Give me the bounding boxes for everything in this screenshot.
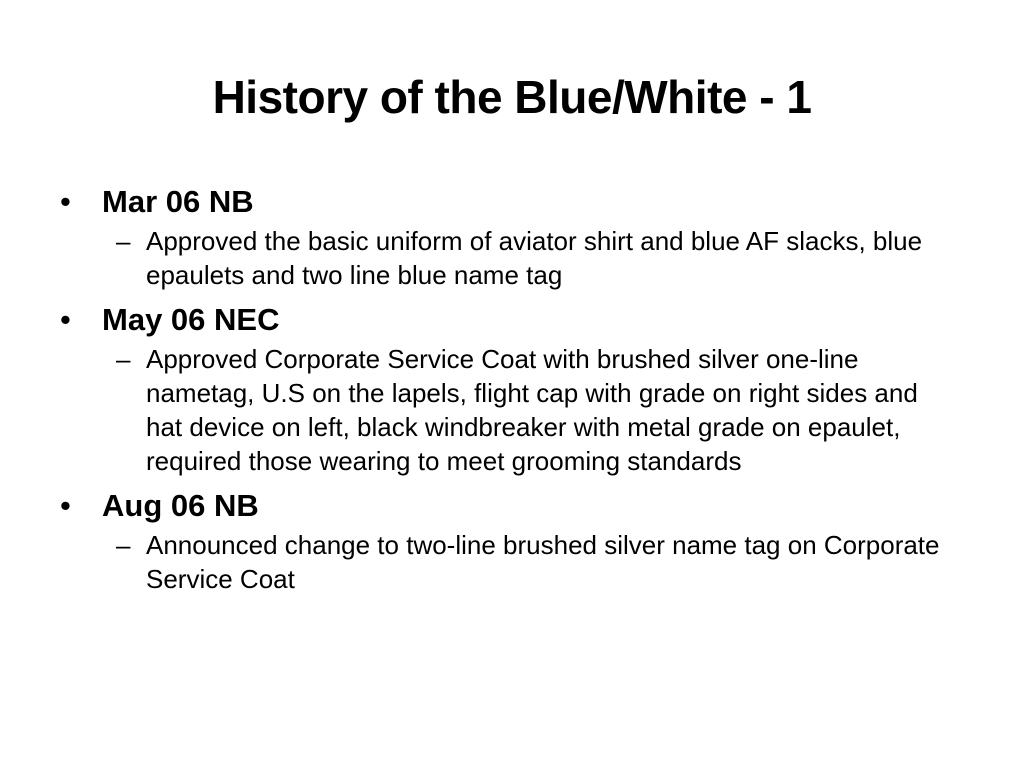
sub-marker: – [116, 226, 131, 256]
bullet-item-aug-06 [60, 484, 960, 528]
bullet-heading: Mar 06 NB [102, 184, 254, 219]
sub-marker: – [116, 530, 131, 560]
bullet-marker: • [60, 184, 71, 219]
slide-title: History of the Blue/White - 1 [212, 71, 812, 123]
bullet-marker: • [60, 302, 71, 337]
bullet-item-mar-06 [60, 180, 960, 224]
sub-marker: – [116, 344, 131, 374]
bullet-heading: Aug 06 NB [102, 488, 259, 523]
bullet-item-may-06 [60, 298, 960, 342]
bullet-marker: • [60, 488, 71, 523]
slide-content [60, 180, 960, 602]
sub-item-aug-06 [116, 528, 946, 596]
bullet-heading: May 06 NEC [102, 302, 280, 337]
sub-text: Announced change to two-line brushed silver name tag on Corporate Service Coat [146, 530, 940, 594]
sub-text: Approved Corporate Service Coat with brushed silver one-line nametag, U.S on the lapels, flight cap with grade on right sides and hat device on left, black windbreaker with metal grade on epaulet, required those wearing to meet grooming standards [146, 344, 918, 476]
sub-item-may-06 [116, 342, 946, 478]
sub-item-mar-06 [116, 224, 946, 292]
sub-text: Approved the basic uniform of aviator shirt and blue AF slacks, blue epaulets and two line blue name tag [146, 226, 923, 290]
